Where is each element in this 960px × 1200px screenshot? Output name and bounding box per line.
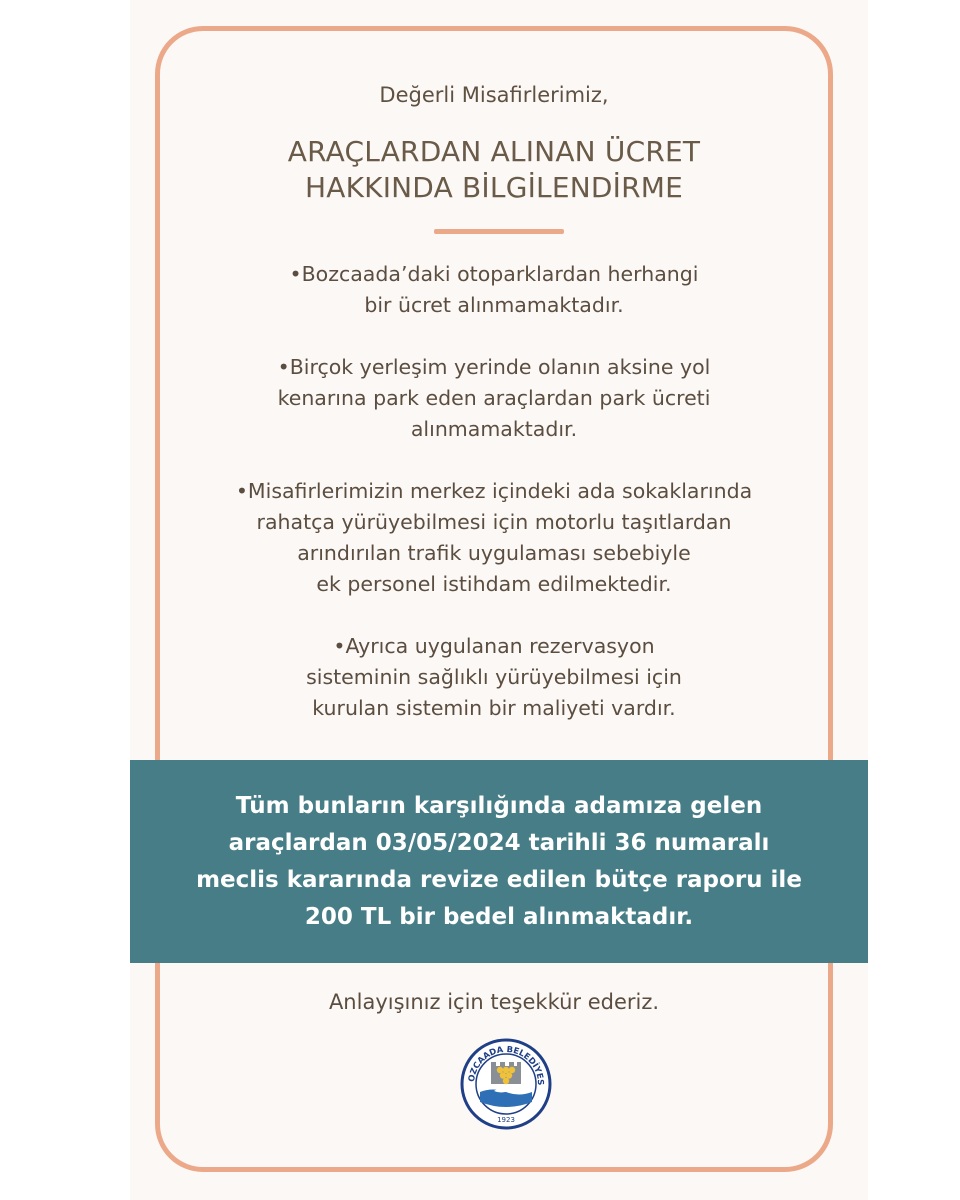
info-item-parking-lots: •Bozcaada’daki otoparklardan herhangi bir ücret alınmamaktadır. xyxy=(289,262,699,317)
seal-year: 1923 xyxy=(497,1116,515,1124)
seal-name: OZCAADA BELEDİYES xyxy=(465,1043,547,1086)
seal-graphic xyxy=(460,1036,552,1132)
info-item-reservation-system: •Ayrıca uygulanan rezervasyon sisteminin sağlıklı yürüyebilmesi için kurulan sistemin bir maliyeti vardır. xyxy=(306,634,682,720)
info-item-roadside-parking: •Birçok yerleşim yerinde olanın aksine yol kenarına park eden araçlardan park ücreti alınmamaktadır. xyxy=(277,355,711,441)
greeting: Değerli Misafirlerimiz, xyxy=(379,83,609,107)
info-list xyxy=(155,259,833,724)
closing-text: Anlayışınız için teşekkür ederiz. xyxy=(328,990,660,1014)
page-title xyxy=(155,134,833,206)
title-line-1: ARAÇLARDAN ALINAN ÜCRET xyxy=(287,135,701,168)
highlight-text: Tüm bunların karşılığında adamıza gelen araçlardan 03/05/2024 tarihli 36 numaralı meclis kararında revize edilen bütçe raporu ile 200 TL bir bedel alınmaktadır. xyxy=(196,793,802,930)
title-line-2: HAKKINDA BİLGİLENDİRME xyxy=(304,171,684,204)
info-item-extra-staff: •Misafirlerimizin merkez içindeki ada sokaklarında rahatça yürüyebilmesi için motorlu taşıtlardan arındırılan trafik uygulaması sebebiyle ek personel istihdam edilmektedir. xyxy=(235,479,753,596)
title-divider xyxy=(434,229,564,234)
municipality-seal-icon xyxy=(460,1036,552,1132)
